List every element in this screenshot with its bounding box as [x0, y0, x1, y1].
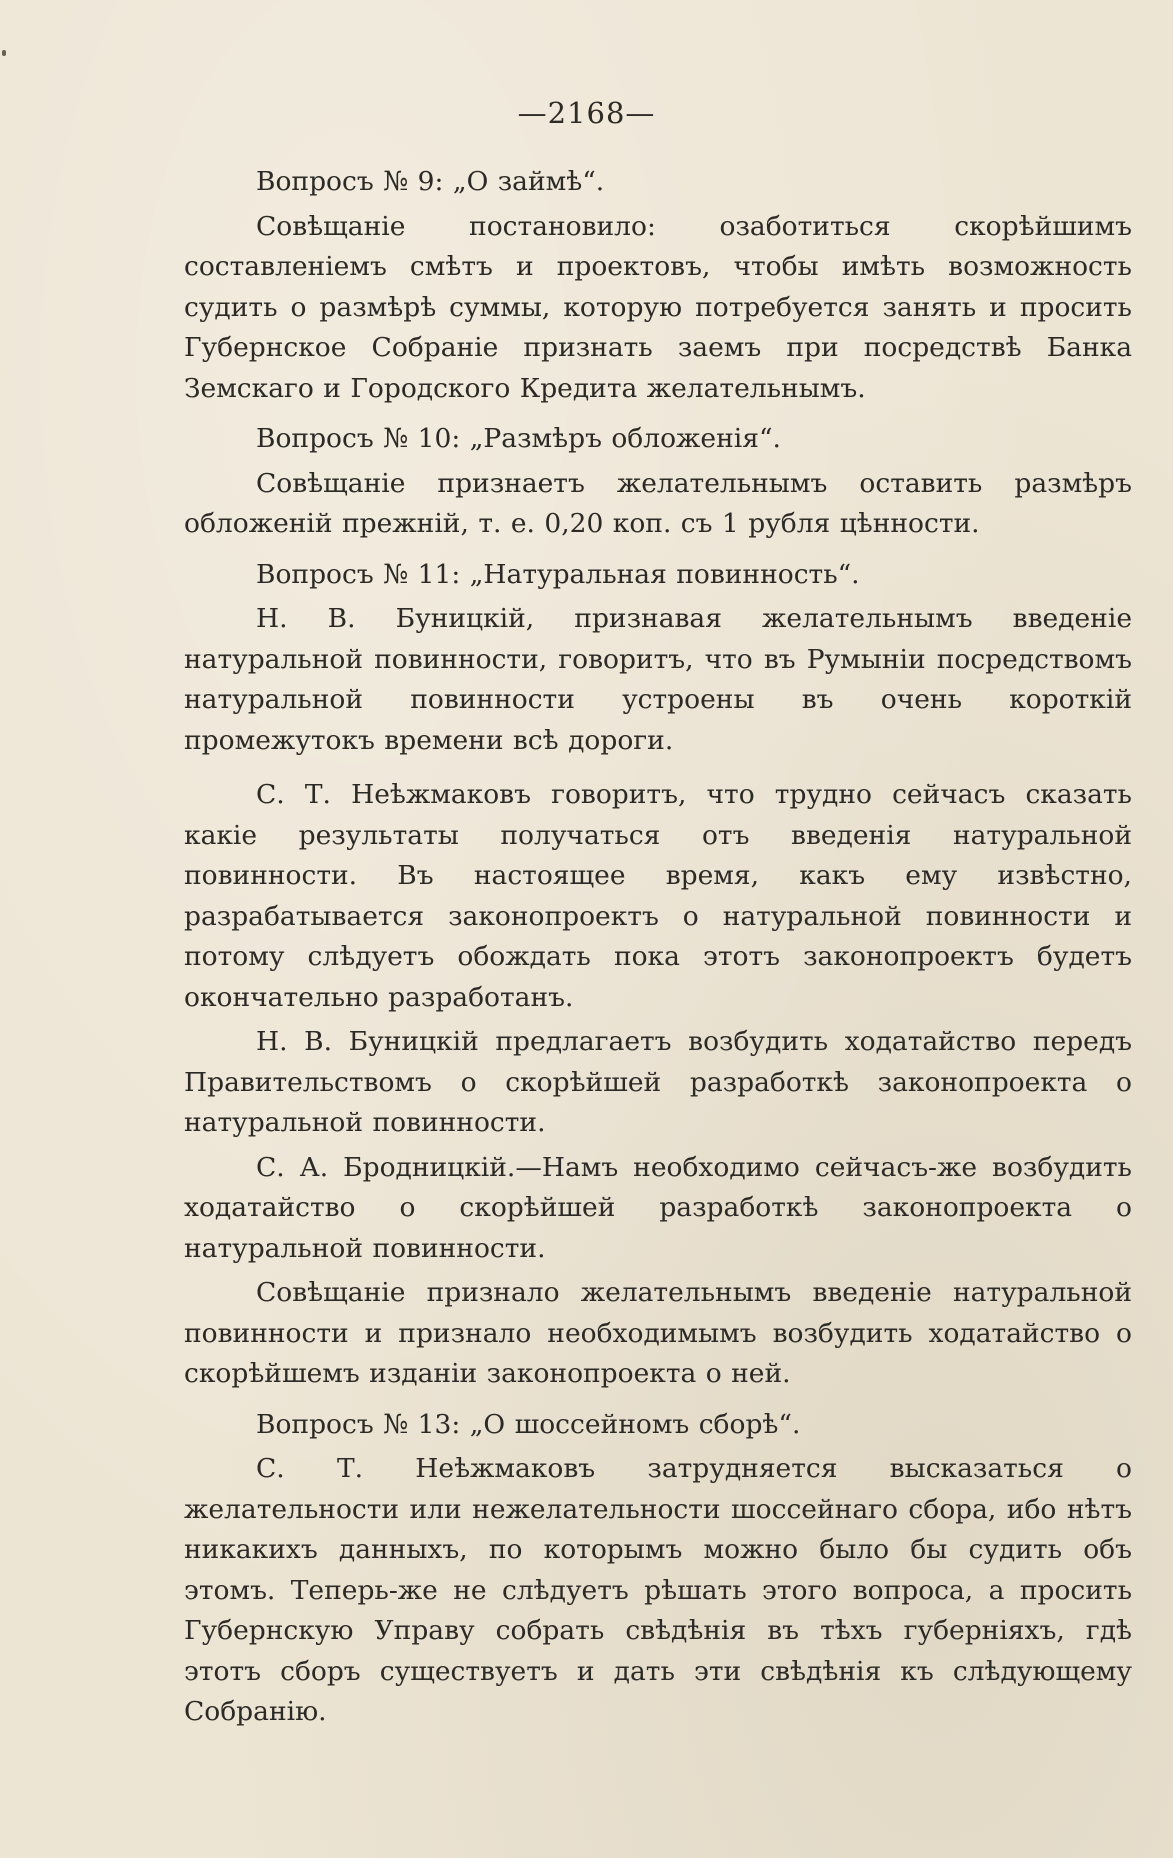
- question-10-resolution: Совѣщанiе признаетъ желательнымъ оставить размѣръ обложенiй прежнiй, т. е. 0,20 коп. съ 1 рубля цѣнности.: [184, 467, 1132, 539]
- neezhmakov-statement-2: С. Т. Неѣжмаковъ затрудняется высказаться о желательности или нежелательности шоссейнаго сбора, ибо нѣтъ никакихъ данныхъ, по которымъ можно было бы судить объ этомъ. Теперь-же не слѣдуетъ рѣшать этого вопроса, а просить Губернскую Управу собрать свѣдѣнiя въ тѣхъ губернiяхъ, гдѣ этотъ сборъ существуетъ и дать эти свѣдѣнiя къ слѣдующему Собранiю.: [184, 1453, 1132, 1727]
- question-9-heading: Вопросъ № 9: „О займѣ“.: [256, 166, 605, 197]
- margin-speck: [2, 50, 6, 56]
- bunitsky-statement-2: Н. В. Буницкiй предлагаетъ возбудить ходатайство передъ Правительствомъ о скорѣйшей разработкѣ законопроекта о натуральной повинности.: [184, 1026, 1132, 1138]
- bunitsky-statement-1: Н. В. Буницкiй, признавая желательнымъ введенiе натуральной повинности, говоритъ, что въ Румынiи посредствомъ натуральной повинности устроены въ очень короткiй промежутокъ времени всѣ дороги.: [184, 603, 1132, 756]
- brodnitsky-statement: С. А. Бродницкiй.—Намъ необходимо сейчасъ-же возбудить ходатайство о скорѣйшей разработкѣ законопроекта о натуральной повинности.: [184, 1151, 1132, 1264]
- question-9-resolution: Совѣщанiе постановило: озаботиться скорѣйшимъ составленiемъ смѣтъ и проектовъ, чтобы имѣть возможность судить о размѣрѣ суммы, которую потребуется занять и просить Губернское Собранiе признать заемъ при посредствѣ Банка Земскаго и Городского Кредита желательнымъ.: [184, 210, 1132, 404]
- neezhmakov-statement-1: С. Т. Неѣжмаковъ говоритъ, что трудно сейчасъ сказать какiе результаты получаться отъ введенiя натуральной повинности. Въ настоящее время, какъ ему извѣстно, разрабатывается законопроектъ о натуральной повинности и потому слѣдуетъ обождать пока этотъ законопроектъ будетъ окончательно разработанъ.: [184, 779, 1132, 1013]
- question-11-heading: Вопросъ № 11: „Натуральная повинность“.: [256, 558, 860, 590]
- question-13-heading: Вопросъ № 13: „О шоссейномъ сборѣ“.: [256, 1408, 801, 1440]
- question-10-heading: Вопросъ № 10: „Размѣръ обложенiя“.: [256, 423, 781, 454]
- body-text: [184, 162, 1132, 1733]
- page-number: —2168—: [517, 96, 656, 130]
- question-11-resolution: Совѣщанiе признало желательнымъ введенiе натуральной повинности и признало необходимымъ возбудить ходатайство о скорѣйшемъ изданiи законопроекта о ней.: [184, 1277, 1132, 1389]
